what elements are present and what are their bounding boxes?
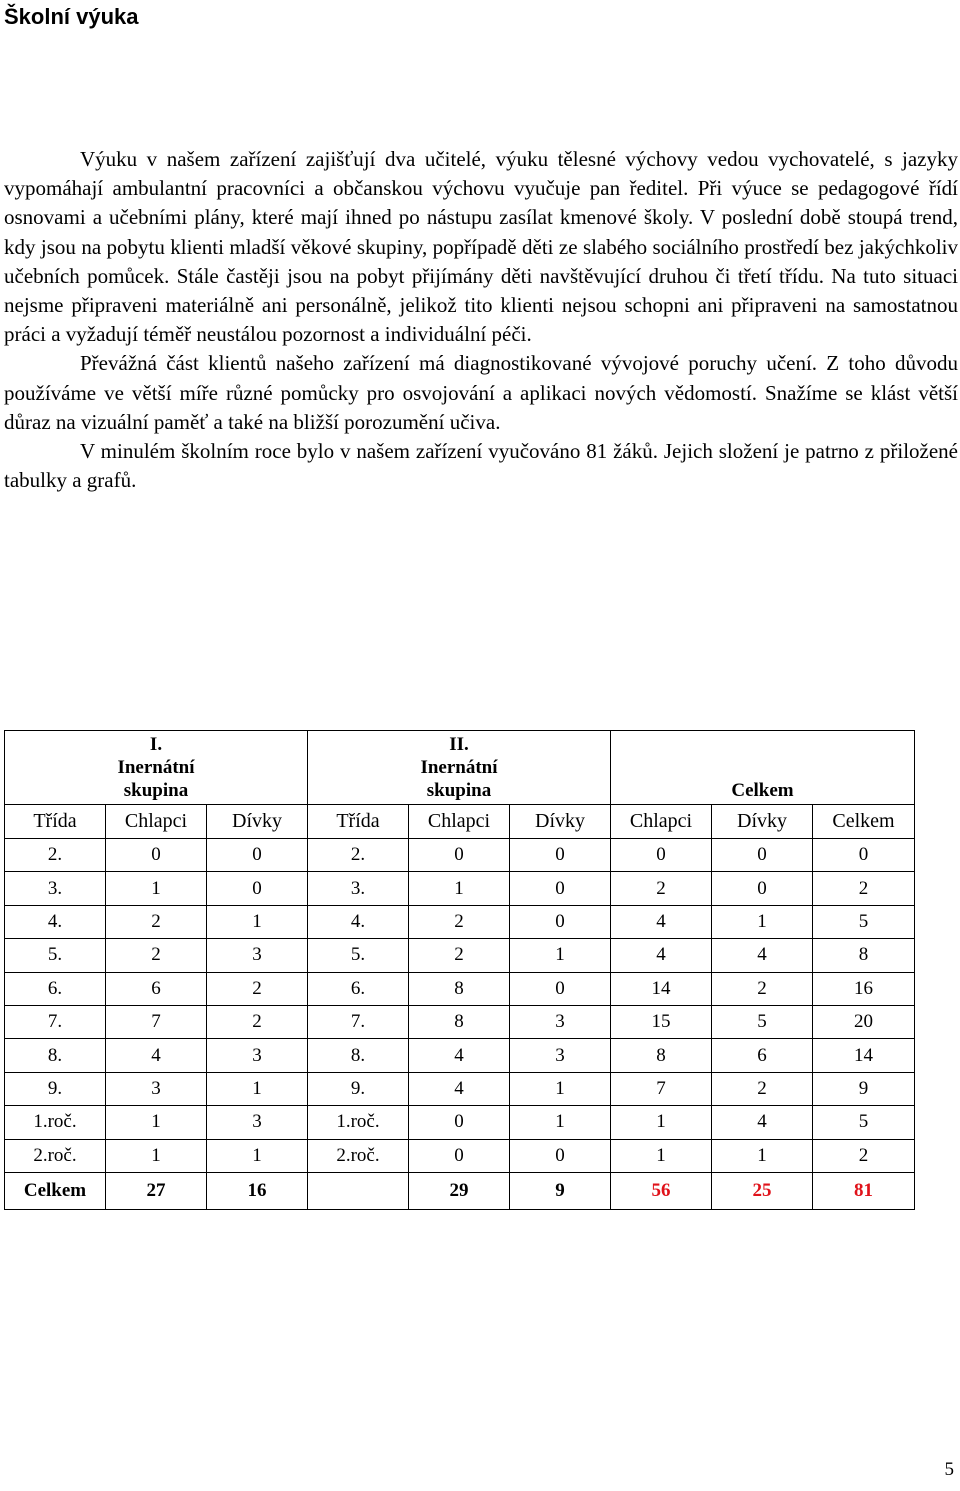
total-sum-boys: 56 [611,1172,712,1209]
table-row [5,1039,915,1072]
table-cell: 1 [611,1106,712,1139]
table-cell: 0 [510,905,611,938]
table-cell: 3 [510,1005,611,1038]
table-cell: 3 [207,1106,308,1139]
table-cell: 3 [106,1072,207,1105]
table-cell: 1 [106,1106,207,1139]
table-cell: 5 [813,1106,915,1139]
table-cell: 4 [106,1039,207,1072]
total-g1-girls: 16 [207,1172,308,1209]
table-cell: 9. [308,1072,409,1105]
paragraph: V minulém školním roce bylo v našem zařízení vyučováno 81 žáků. Jejich složení je patrno z přiložené tabulky a grafů. [4,439,958,493]
total-g2-empty [308,1172,409,1209]
table-cell: 1.roč. [308,1106,409,1139]
table-cell: 6. [5,972,106,1005]
table-cell: 0 [207,839,308,872]
table-cell: 0 [712,872,813,905]
table-cell: 2. [308,839,409,872]
table-cell: 1 [207,1072,308,1105]
table-cell: 7. [5,1005,106,1038]
table-cell: 2 [207,972,308,1005]
column-header: Dívky [510,805,611,839]
table-cell: 8 [611,1039,712,1072]
table-cell: 5. [308,939,409,972]
table-row [5,872,915,905]
table-row [5,1072,915,1105]
column-header: Třída [308,805,409,839]
table-cell: 5. [5,939,106,972]
table-cell: 4 [409,1039,510,1072]
group-header-row [5,731,915,805]
table-row [5,939,915,972]
table-cell: 2 [409,939,510,972]
table-cell: 1 [106,1139,207,1172]
table-cell: 2 [813,1139,915,1172]
table-cell: 6 [106,972,207,1005]
paragraph: Výuku v našem zařízení zajišťují dva učitelé, výuku tělesné výchovy vedou vychovatelé, s jazyky vypomáhají ambulantní pracovníci a občanskou výchovu vyučuje pan ředitel. Při výuce se pedagogové řídí osnovami a učebními plány, které mají ihned po nástupu zasílat kmenové školy. V poslední době stoupá trend, kdy jsou na pobytu klienti mladší věkové skupiny, popřípadě děti ze slabého sociálního prostředí bez jakýchkoliv učebních pomůcek. Stále častěji jsou na pobyt přijímány děti navštěvující druhou či třetí třídu. Na tuto situaci nejsme připraveni materiálně ani personálně, jelikož tito klienti nejsou schopni ani připraveni na samostatnou práci a vyžadují téměř neustálou pozornost a individuální péči. [4,147,958,347]
column-header: Chlapci [409,805,510,839]
column-header: Celkem [813,805,915,839]
table-cell: 1 [510,939,611,972]
table-cell: 2.roč. [308,1139,409,1172]
column-header: Dívky [207,805,308,839]
table-cell: 6. [308,972,409,1005]
table-cell: 3 [510,1039,611,1072]
column-header: Dívky [712,805,813,839]
table-cell: 4 [409,1072,510,1105]
table-cell: 2. [5,839,106,872]
students-table [4,730,915,1210]
table-cell: 2 [409,905,510,938]
table-cell: 3. [5,872,106,905]
table-cell: 5 [712,1005,813,1038]
table-row [5,972,915,1005]
table-cell: 0 [611,839,712,872]
table-cell: 4. [308,905,409,938]
table-cell: 1 [611,1139,712,1172]
total-sum-total: 81 [813,1172,915,1209]
column-header-row [5,805,915,839]
table-cell: 0 [510,1139,611,1172]
table-cell: 0 [712,839,813,872]
table-cell: 1 [510,1106,611,1139]
table-cell: 1 [207,1139,308,1172]
table-cell: 0 [813,839,915,872]
body-text [4,145,958,495]
table-row [5,839,915,872]
table-cell: 16 [813,972,915,1005]
table-cell: 2 [106,939,207,972]
total-g2-boys: 29 [409,1172,510,1209]
table-cell: 7 [611,1072,712,1105]
total-sum-girls: 25 [712,1172,813,1209]
table-cell: 2.roč. [5,1139,106,1172]
table-cell: 2 [611,872,712,905]
total-g1-boys: 27 [106,1172,207,1209]
table-cell: 5 [813,905,915,938]
table-cell: 8 [409,972,510,1005]
total-label: Celkem [5,1172,106,1209]
table-cell: 3 [207,1039,308,1072]
table-cell: 3. [308,872,409,905]
table-cell: 7. [308,1005,409,1038]
table-cell: 0 [409,1106,510,1139]
table-cell: 8. [5,1039,106,1072]
page-heading: Školní výuka [4,4,139,29]
table-cell: 7 [106,1005,207,1038]
table-cell: 2 [712,1072,813,1105]
table-cell: 1 [712,905,813,938]
table-cell: 0 [207,872,308,905]
table-cell: 0 [106,839,207,872]
group-header-2: II. Inernátní skupina [308,731,611,805]
column-header: Třída [5,805,106,839]
table-row [5,1005,915,1038]
table-cell: 0 [409,839,510,872]
table-cell: 9 [813,1072,915,1105]
page-number: 5 [944,1459,954,1480]
table-cell: 8. [308,1039,409,1072]
table-cell: 4 [712,939,813,972]
column-header: Chlapci [106,805,207,839]
table-cell: 15 [611,1005,712,1038]
paragraph: Převážná část klientů našeho zařízení má diagnostikované vývojové poruchy učení. Z toho důvodu používáme ve větší míře různé pomůcky pro osvojování a aplikaci nových vědomostí. Snažíme se klást větší důraz na vizuální paměť a také na bližší porozumění učiva. [4,351,958,434]
table-cell: 2 [813,872,915,905]
table-cell: 4 [611,939,712,972]
group-header-total: Celkem [611,731,915,805]
table-cell: 8 [813,939,915,972]
total-row [5,1172,915,1209]
table-cell: 2 [712,972,813,1005]
table-cell: 1 [510,1072,611,1105]
table-cell: 3 [207,939,308,972]
table-cell: 2 [106,905,207,938]
table-cell: 0 [409,1139,510,1172]
table-cell: 1.roč. [5,1106,106,1139]
table-cell: 0 [510,972,611,1005]
table-row [5,1106,915,1139]
table-cell: 1 [712,1139,813,1172]
table-cell: 8 [409,1005,510,1038]
table-cell: 4 [712,1106,813,1139]
table-cell: 1 [207,905,308,938]
table-cell: 4 [611,905,712,938]
table-row [5,905,915,938]
table-cell: 4. [5,905,106,938]
table-cell: 0 [510,872,611,905]
table-cell: 20 [813,1005,915,1038]
group-header-1: I. Inernátní skupina [5,731,308,805]
table-cell: 2 [207,1005,308,1038]
table-cell: 6 [712,1039,813,1072]
table-cell: 1 [106,872,207,905]
column-header: Chlapci [611,805,712,839]
table-cell: 14 [611,972,712,1005]
table-cell: 9. [5,1072,106,1105]
table-cell: 14 [813,1039,915,1072]
total-g2-girls: 9 [510,1172,611,1209]
table-row [5,1139,915,1172]
table-cell: 1 [409,872,510,905]
table-cell: 0 [510,839,611,872]
